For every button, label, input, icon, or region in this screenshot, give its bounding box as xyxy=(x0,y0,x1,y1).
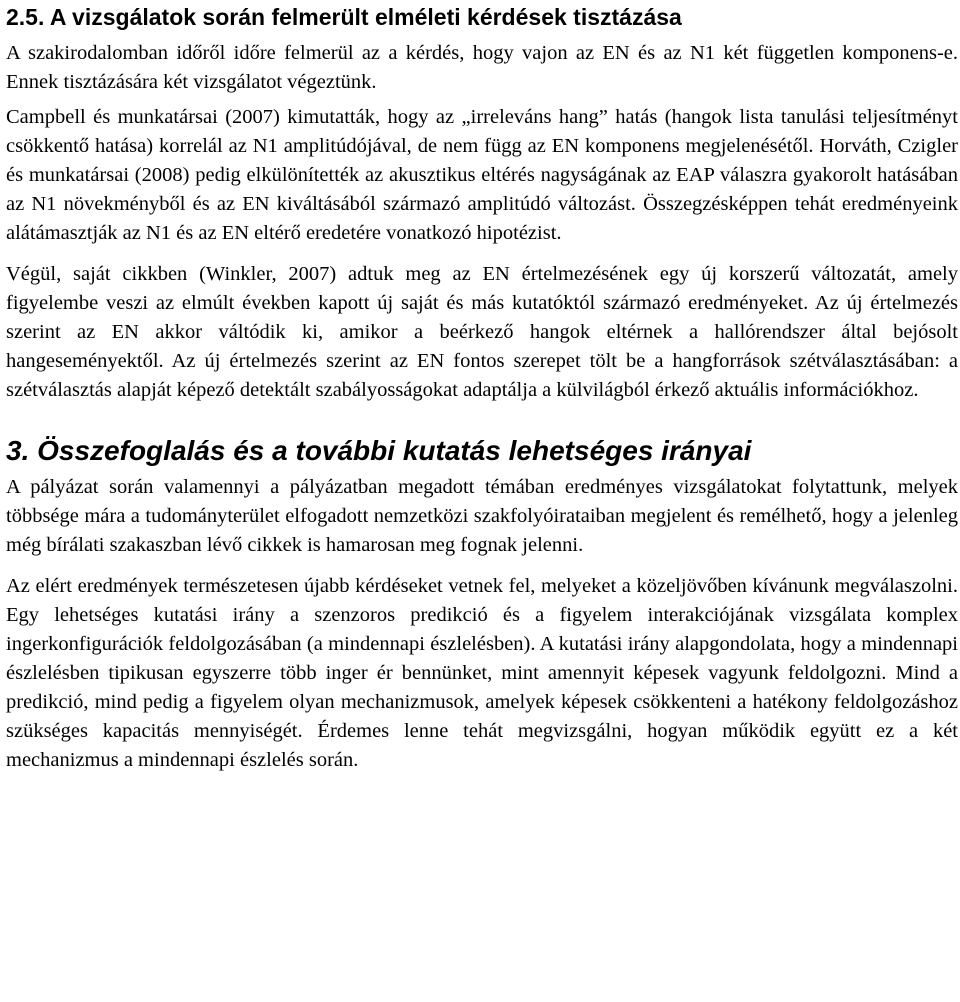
paragraph-campbell-horvath: Campbell és munkatársai (2007) kimutatták, hogy az „irreleváns hang” hatás (hangok lista tanulási teljesítményt csökkentő hatása) korrelál az N1 amplitúdójával, de nem függ az EN komponens megjelenésétől. Horváth, Czigler és munkatársai (2008) pedig elkülönítették az akusztikus eltérés nagyságának az EAP válaszra gyakorolt hatásában az N1 növekményből és az EN kiváltásából származó amplitúdó változást. Összegzésképpen tehát eredményeink alátámasztják az N1 és az EN eltérő eredetére vonatkozó hipotézist. xyxy=(6,106,958,244)
paragraph-winkler-interpretation: Végül, saját cikkben (Winkler, 2007) adtuk meg az EN értelmezésének egy új korszerű változatát, amely figyelembe veszi az elmúlt években kapott új saját és más kutatóktól származó eredményeket. Az új értelmezés szerint az EN akkor váltódik ki, amikor a beérkező hangok eltérnek a hallórendszer által bejósolt hangeseményektől. Az új értelmezés szerint az EN fontos szerepet tölt be a hangforrások szétválasztásában: a szétválasztás alapját képező detektált szabályosságokat adaptálja a külvilágból érkező aktuális információkhoz. xyxy=(6,263,958,401)
section-2-5-heading: 2.5. A vizsgálatok során felmerült elméleti kérdések tisztázása xyxy=(6,4,682,30)
section-3-heading: 3. Összefoglalás és a további kutatás lehetséges irányai xyxy=(6,435,752,466)
document-page xyxy=(6,0,958,775)
paragraph-en-n1-question: A szakirodalomban időről időre felmerül az a kérdés, hogy vajon az EN és az N1 két független komponens-e. Ennek tisztázására két vizsgálatot végeztünk. xyxy=(6,42,958,93)
paragraph-future-directions: Az elért eredmények természetesen újabb kérdéseket vetnek fel, melyeket a közeljövőben kívánunk megválaszolni. Egy lehetséges kutatási irány a szenzoros predikció és a figyelem interakciójának vizsgálata komplex ingerkonfigurációk feldolgozásában (a mindennapi észlelésben). A kutatási irány alapgondolata, hogy a mindennapi észlelésben tipikusan egyszerre több inger ér bennünket, mint amennyit képesek vagyunk feldolgozni. Mind a predikció, mind pedig a figyelem olyan mechanizmusok, amelyek képesek csökkenteni a hatékony feldolgozáshoz szükséges kapacitás mennyiségét. Érdemes lenne tehát megvizsgálni, hogyan működik együtt ez a két mechanizmus a mindennapi észlelés során. xyxy=(6,575,958,771)
paragraph-results-summary: A pályázat során valamennyi a pályázatban megadott témában eredményes vizsgálatokat folytattunk, melyek többsége mára a tudományterület elfogadott nemzetközi szakfolyóirataiban megjelent és remélhető, hogy a jelenleg még bírálati szakaszban lévő cikkek is hamarosan meg fognak jelenni. xyxy=(6,476,958,556)
